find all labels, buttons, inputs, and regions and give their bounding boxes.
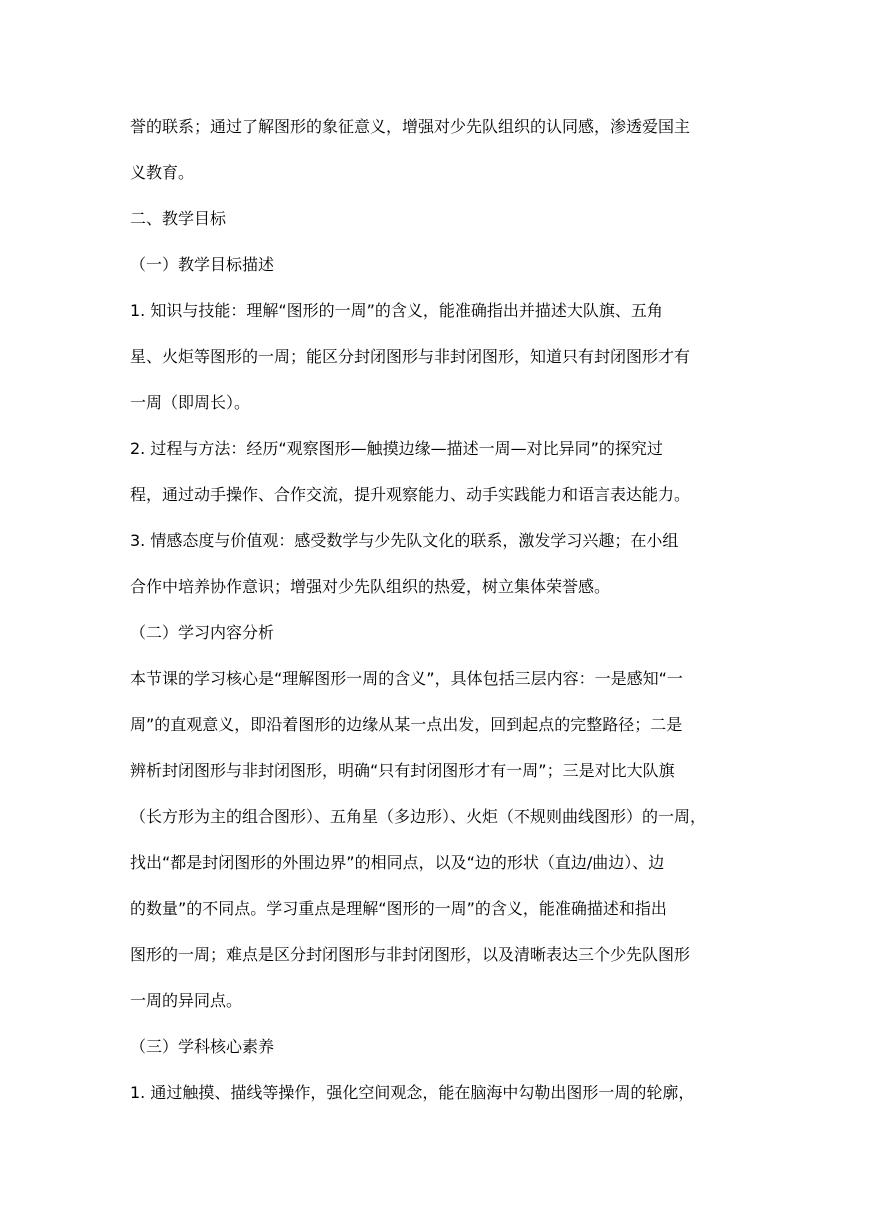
text-line: 1. 通过触摸、描线等操作，强化空间观念，能在脑海中勾勒出图形一周的轮廓， [130,1083,695,1102]
text-line: 2. 过程与方法：经历“观察图形—触摸边缘—描述一周—对比异同”的探究过 [130,439,663,458]
subsection-heading: （三）学科核心素养 [130,1037,275,1056]
text-line: 1. 知识与技能：理解“图形的一周”的含义，能准确指出并描述大队旗、五角 [130,301,663,320]
text-line: 辨析封闭图形与非封闭图形，明确“只有封闭图形才有一周”；三是对比大队旗 [130,761,675,780]
text-line: 图形的一周；难点是区分封闭图形与非封闭图形，以及清晰表达三个少先队图形 [130,945,691,964]
text-line: （长方形为主的组合图形）、五角星（多边形）、火炬（不规则曲线图形）的一周， [130,807,707,826]
text-line: 找出“都是封闭图形的外围边界”的相同点，以及“边的形状（直边/曲边）、边 [130,853,665,872]
text-line: 3. 情感态度与价值观：感受数学与少先队文化的联系，激发学习兴趣；在小组 [130,531,679,550]
section-heading: 二、教学目标 [130,209,227,228]
text-line: 本节课的学习核心是“理解图形一周的含义”，具体包括三层内容：一是感知“一 [130,669,683,688]
text-line: 一周的异同点。 [130,991,243,1010]
text-line: 义教育。 [130,163,195,182]
subsection-heading: （一）教学目标描述 [130,255,275,274]
subsection-heading: （二）学习内容分析 [130,623,275,642]
text-line: 星、火炬等图形的一周；能区分封闭图形与非封闭图形，知道只有封闭图形才有 [130,347,691,366]
text-line: 合作中培养协作意识；增强对少先队组织的热爱，树立集体荣誉感。 [130,577,611,596]
text-line: 程，通过动手操作、合作交流，提升观察能力、动手实践能力和语言表达能力。 [130,485,691,504]
text-line: 一周（即周长）。 [130,393,251,412]
text-line: 的数量”的不同点。学习重点是理解“图形的一周”的含义，能准确描述和指出 [130,899,667,918]
text-line: 周”的直观意义，即沿着图形的边缘从某一点出发，回到起点的完整路径；二是 [130,715,683,734]
text-line: 誉的联系；通过了解图形的象征意义，增强对少先队组织的认同感，渗透爱国主 [130,117,691,136]
